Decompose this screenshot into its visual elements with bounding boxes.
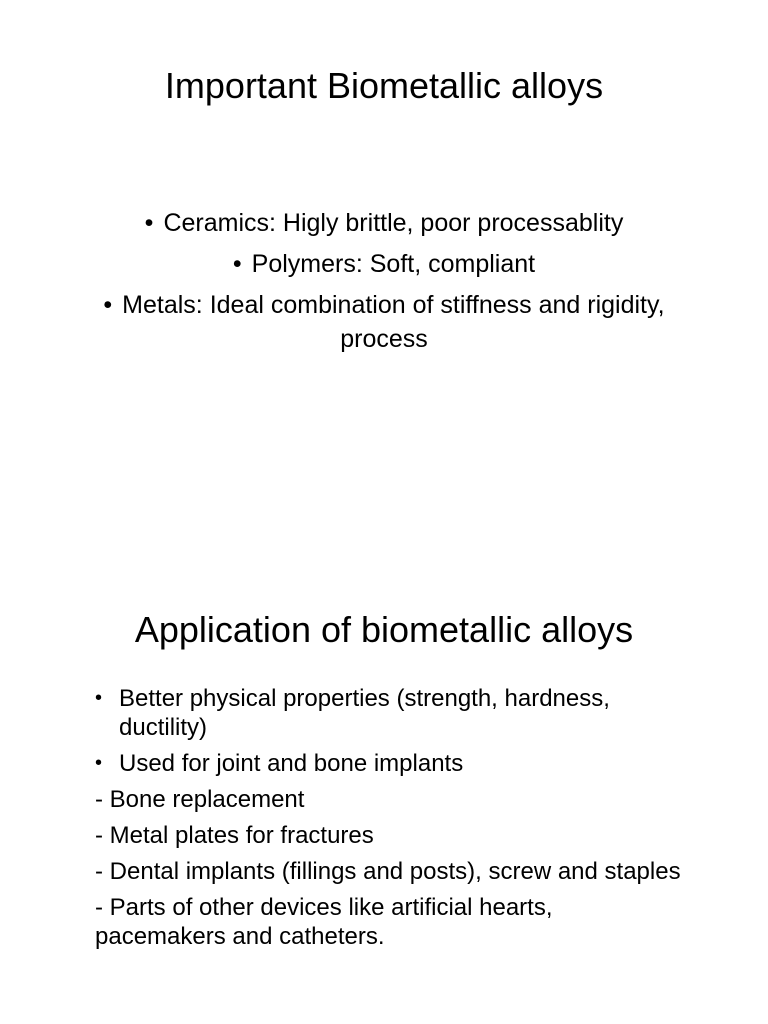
material-comparison-list bbox=[90, 206, 678, 363]
bullet-icon: • bbox=[95, 752, 103, 774]
list-item-ceramics bbox=[90, 206, 678, 240]
list-item bbox=[95, 749, 685, 778]
list-item-text: Better physical properties (strength, hardness, ductility) bbox=[119, 685, 610, 741]
list-item: - Parts of other devices like artificial hearts, pacemakers and catheters. bbox=[95, 894, 553, 950]
list-item-polymers bbox=[90, 247, 678, 281]
list-item-text: Metals: Ideal combination of stiffness and rigidity, process bbox=[122, 291, 665, 353]
list-item-metals bbox=[90, 288, 678, 356]
bullet-icon: • bbox=[103, 291, 113, 319]
application-list bbox=[95, 684, 685, 958]
slide-title: Important Biometallic alloys bbox=[164, 65, 604, 106]
list-item: - Metal plates for fractures bbox=[95, 822, 374, 849]
list-item: - Bone replacement bbox=[95, 786, 305, 813]
list-item: - Dental implants (fillings and posts), screw and staples bbox=[95, 858, 681, 885]
bullet-icon: • bbox=[144, 209, 154, 237]
list-item bbox=[95, 684, 685, 742]
bullet-icon: • bbox=[232, 250, 242, 278]
list-item-text: Used for joint and bone implants bbox=[119, 750, 464, 777]
bullet-icon: • bbox=[95, 687, 103, 709]
slide-title: Application of biometallic alloys bbox=[134, 609, 634, 650]
list-item-text: Polymers: Soft, compliant bbox=[251, 250, 536, 278]
slide-application-of-biometallic-alloys bbox=[0, 512, 768, 1024]
list-item-text: Ceramics: Higly brittle, poor processablity bbox=[163, 209, 624, 237]
